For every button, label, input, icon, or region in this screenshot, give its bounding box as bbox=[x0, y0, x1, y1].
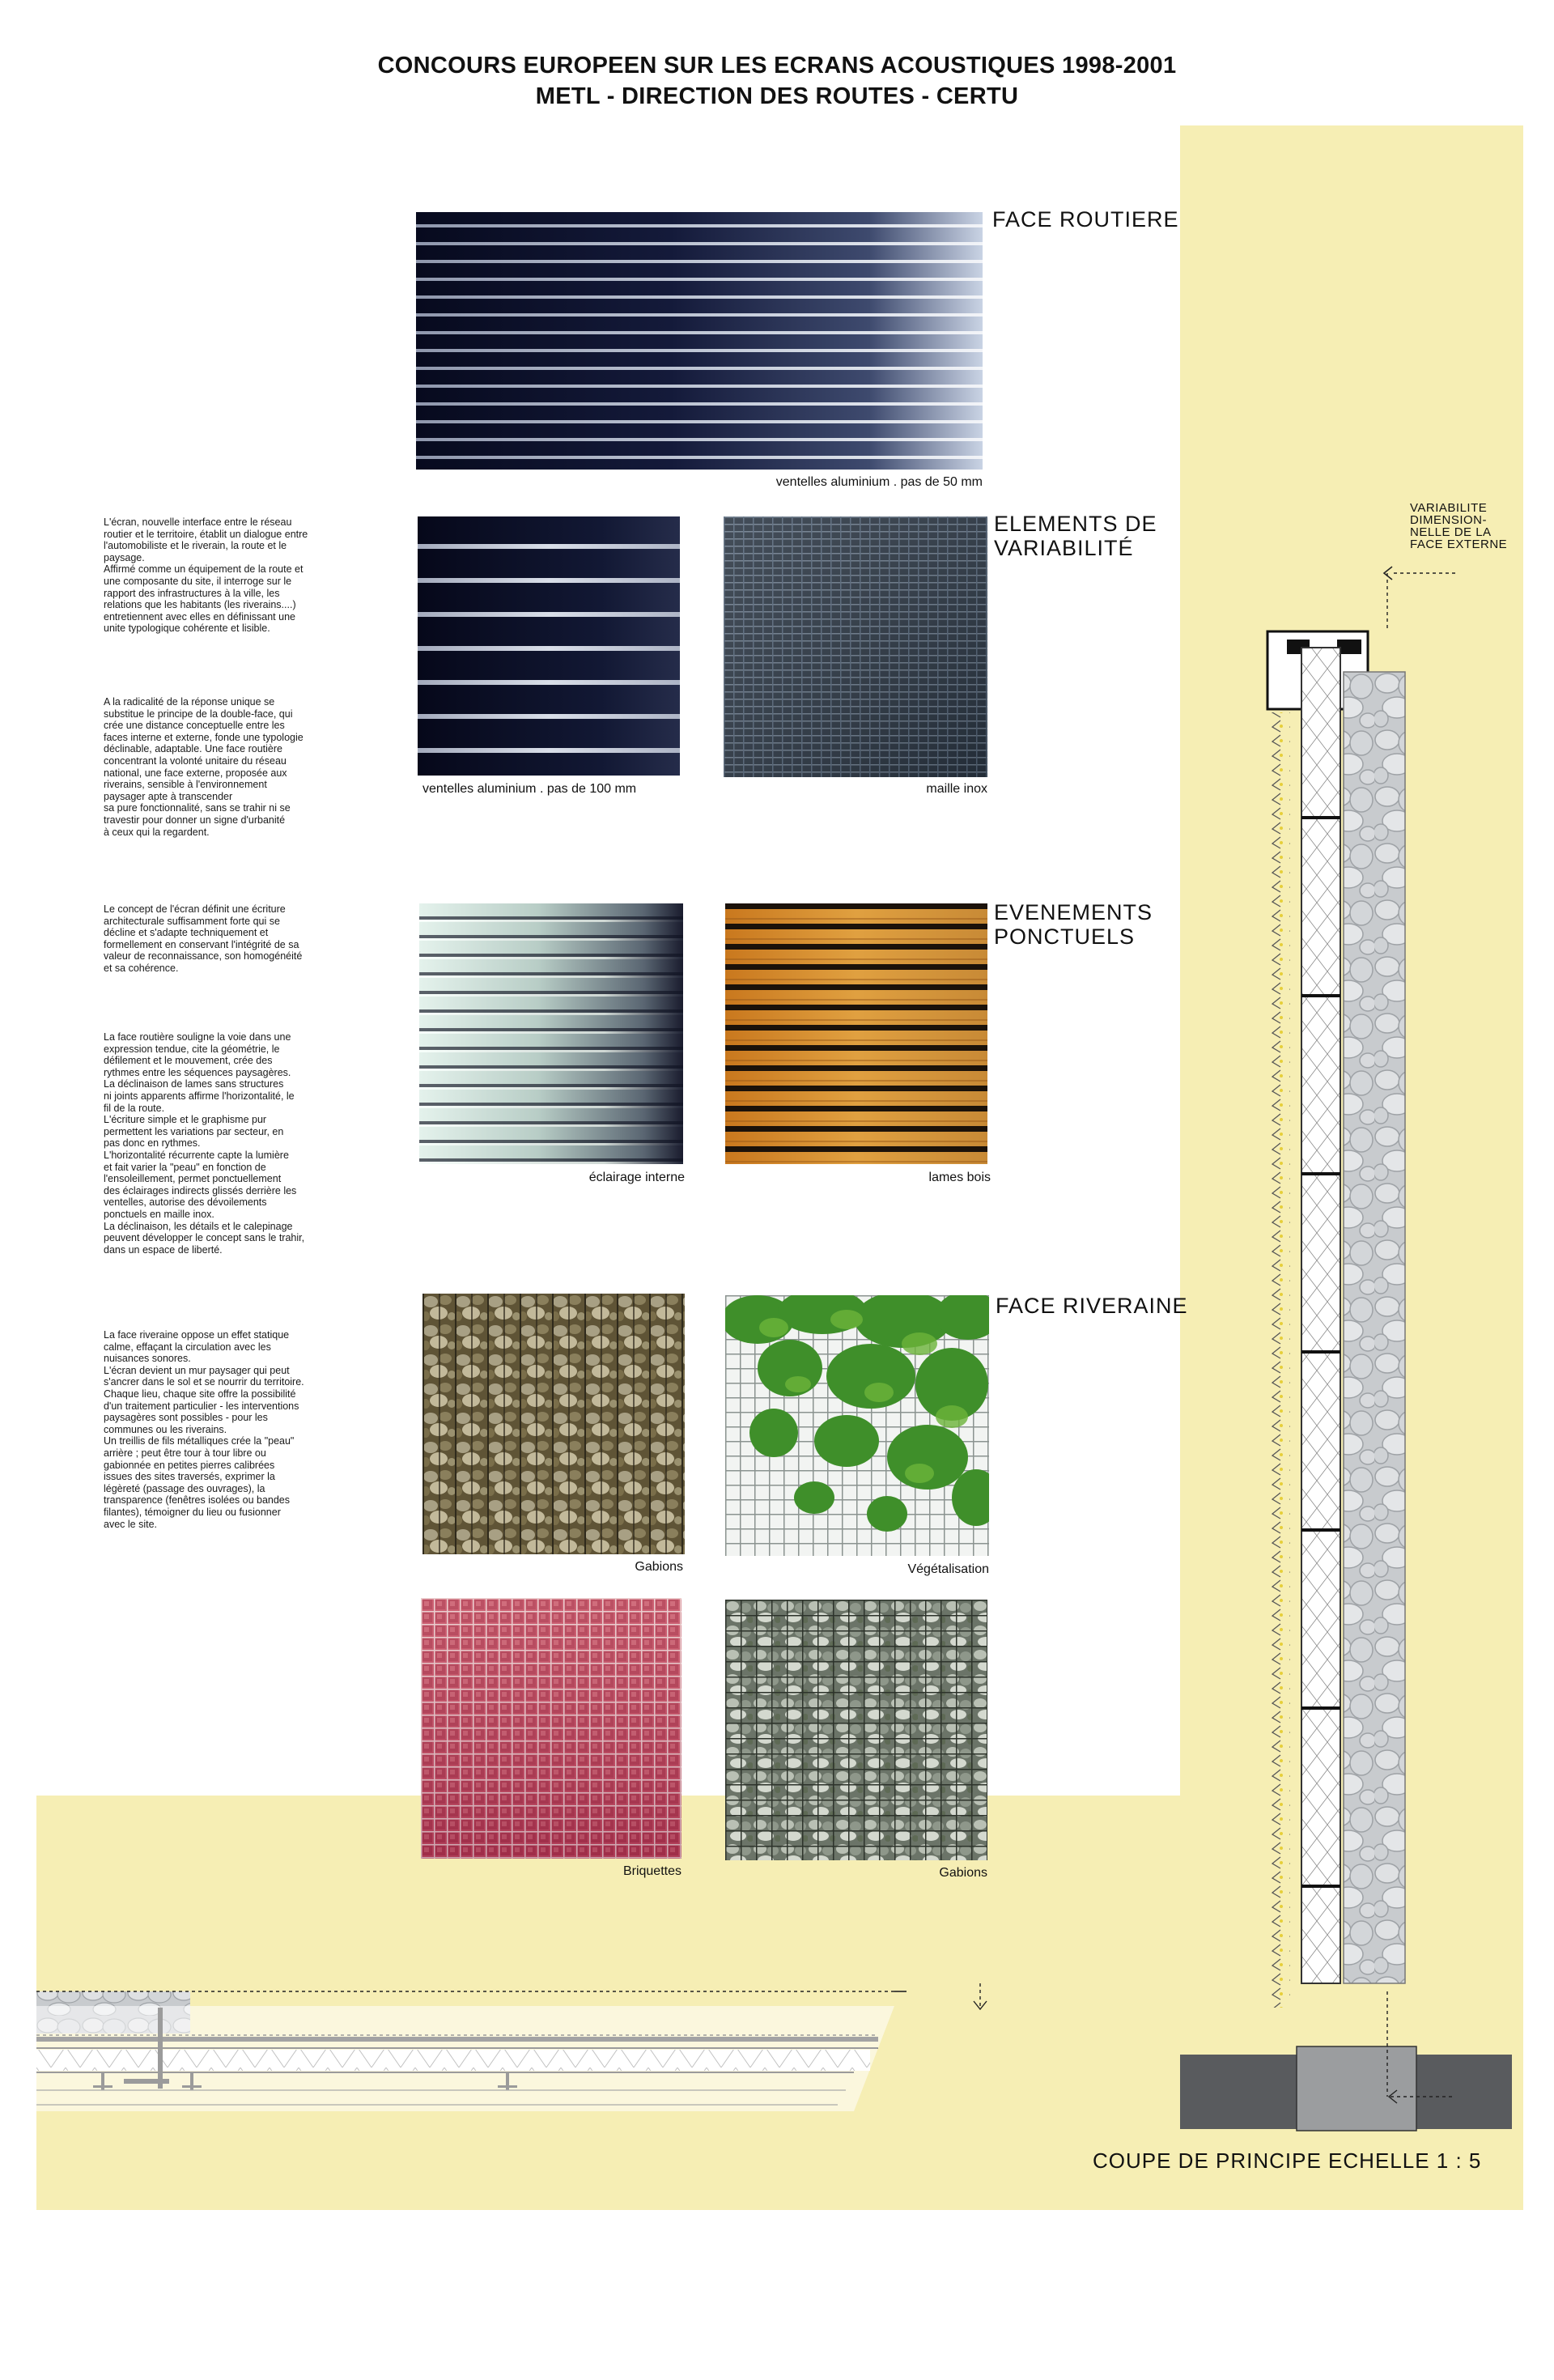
paragraph-face-riveraine: La face riveraine oppose un effet statique calme, effaçant la circulation avec les nuisances sonores. L'écran devient un mur paysager qui peut s'ancrer dans le sol et se nourrir du territoire. Chaque lieu, chaque site offre la possibilité d'un traitement particulier - les interventions paysagères sont possibles - pour les communes ou les riverains. Un treillis de fils métalliques crée la "peau" arrière ; peut être tour à tour libre ou gabionnée en petites pierres calibrées issues des sites traversés, exprimer la légèreté (passage des ouvrages), la transparence (fenêtres isolées ou bandes filantes), témoigner du lieu ou fusionner avec le site. bbox=[104, 1329, 304, 1530]
bricks-image bbox=[421, 1598, 681, 1859]
paragraph-double-face: A la radicalité de la réponse unique se substitue le principe de la double-face, qui crée une distance conceptuelle entre les faces interne et externe, fonde une typologie déclinable, adaptable. Une face routière concentrant la volonté unitaire du réseau national, une face externe, proposée aux riverains, sensible à l'environnement paysager apte à transcender sa pure fonctionnalité, sans se trahir ni se travestir pour donner un signe d'urbanité à ceux qui la regardent. bbox=[104, 696, 304, 838]
tile-gabions-1 bbox=[422, 1294, 685, 1554]
caption-gabions-2: Gabions bbox=[939, 1866, 987, 1880]
gabion-stones-image bbox=[422, 1294, 685, 1554]
tile-ventelles-50 bbox=[416, 212, 983, 470]
wood-slats-image bbox=[725, 903, 987, 1164]
scale-label: COUPE DE PRINCIPE ECHELLE 1 : 5 bbox=[1093, 2148, 1482, 2173]
tile-lames-bois bbox=[725, 903, 987, 1164]
yellow-cut-shape bbox=[36, 1990, 927, 2152]
tile-maille-inox bbox=[724, 516, 987, 777]
title-elements-variabilite: ELEMENTS DE VARIABILITÉ bbox=[994, 512, 1157, 560]
title-face-routiere: FACE ROUTIERE bbox=[992, 207, 1179, 232]
caption-vegetalisation: Végétalisation bbox=[907, 1562, 989, 1576]
caption-lames-bois: lames bois bbox=[928, 1171, 991, 1184]
section-drawing bbox=[1180, 559, 1523, 2137]
louvre-100-image bbox=[418, 516, 680, 776]
caption-briquettes: Briquettes bbox=[622, 1864, 681, 1878]
paragraph-intro: L'écran, nouvelle interface entre le réseau routier et le territoire, établit un dialogue entre l'automobiliste et le riverain, la route et le paysage. Affirmé comme un équipement de la route et une composante du site, il interroge sur le rapport des infrastructures à la ville, les relations que les habitants (les riverains....) entretiennent avec elles en définissant une unite typologique cohérente et lisible. bbox=[104, 516, 308, 635]
variability-note: VARIABILITE DIMENSION- NELLE DE LA FACE EXTERNE bbox=[1410, 501, 1508, 551]
page-header bbox=[0, 50, 1554, 112]
paragraph-concept: Le concept de l'écran définit une écriture architecturale suffisamment forte qui se décline et s'adapte techniquement et formellement en conservant l'intégrité de sa valeur de reconnaissance, son homogénéité et sa cohérence. bbox=[104, 903, 303, 974]
tile-gabions-2 bbox=[725, 1600, 987, 1860]
gabion-grey-image bbox=[725, 1600, 987, 1860]
vegetation-image bbox=[725, 1295, 989, 1556]
louvre-50-image bbox=[416, 212, 983, 470]
tile-ventelles-100 bbox=[418, 516, 680, 776]
horizontal-section-drawing bbox=[36, 2372, 45, 2380]
title-line-1: CONCOURS EUROPEEN SUR LES ECRANS ACOUSTIQUES 1998-2001 bbox=[377, 53, 1177, 79]
caption-ventelles-50: ventelles aluminium . pas de 50 mm bbox=[775, 475, 983, 489]
title-face-riveraine: FACE RIVERAINE bbox=[996, 1294, 1188, 1318]
caption-ventelles-100: ventelles aluminium . pas de 100 mm bbox=[422, 782, 637, 796]
caption-maille-inox: maille inox bbox=[926, 782, 987, 796]
mesh-image bbox=[724, 516, 987, 777]
paragraph-face-routiere: La face routière souligne la voie dans une expression tendue, cite la géométrie, le défilement et le mouvement, crée des rythmes entre les séquences paysagères. La déclinaison de lames sans structures ni joints apparents affirme l'horizontalité, le fil de la route. L'écriture simple et le graphisme pur permettent les variations par secteur, en pas donc en rythmes. L'horizontalité récurrente capte la lumière et fait varier la "peau" en fonction de l'ensoleillement, permet ponctuellement des éclairages indirects glissés derrière les ventelles, autorise des dévoilements ponctuels en maille inox. La déclinaison, les détails et le calepinage peuvent développer le concept sans le trahir, dans un espace de liberté. bbox=[104, 1031, 305, 1256]
title-line-2: METL - DIRECTION DES ROUTES - CERTU bbox=[535, 83, 1019, 109]
caption-eclairage-interne: éclairage interne bbox=[588, 1171, 685, 1184]
caption-gabions-1: Gabions bbox=[635, 1560, 683, 1574]
tile-briquettes bbox=[421, 1598, 681, 1859]
tile-eclairage-interne bbox=[419, 903, 683, 1164]
tile-vegetalisation bbox=[725, 1295, 989, 1556]
title-evenements-ponctuels: EVENEMENTS PONCTUELS bbox=[994, 900, 1153, 949]
lit-louvre-image bbox=[419, 903, 683, 1164]
